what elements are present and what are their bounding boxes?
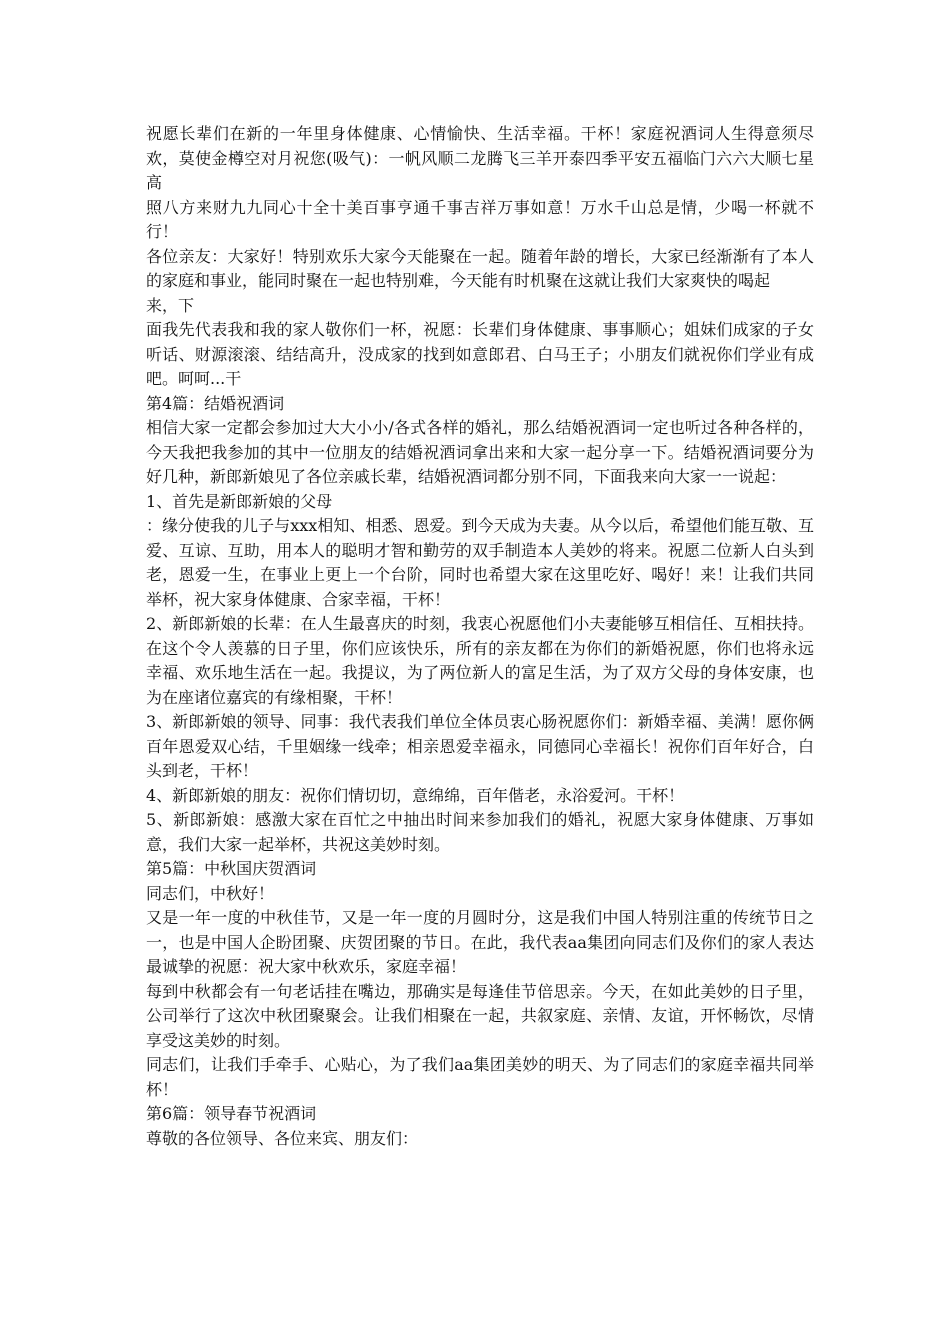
paragraph: 同志们，让我们手牵手、心贴心，为了我们aa集团美妙的明天、为了同志们的家庭幸福共同举杯！ bbox=[146, 1055, 814, 1099]
paragraph: 同志们，中秋好！ bbox=[146, 883, 275, 903]
section-heading: 第4篇：结婚祝酒词 bbox=[146, 393, 285, 413]
document-body bbox=[146, 122, 814, 1151]
paragraph: 尊敬的各位领导、各位来宾、朋友们： bbox=[146, 1128, 419, 1148]
paragraph: 相信大家一定都会参加过大大小小/各式各样的婚礼，那么结婚祝酒词一定也听过各种各样的，今天我把我参加的其中一位朋友的结婚祝酒词拿出来和大家一起分享一下。结婚祝酒词要分为好几种，新郎新娘见了各位亲戚长辈，结婚祝酒词都分别不同，下面我来向大家一一说起： bbox=[146, 418, 814, 486]
paragraph: 来，下 bbox=[146, 295, 195, 315]
paragraph: 各位亲友：大家好！特别欢乐大家今天能聚在一起。随着年龄的增长，大家已经渐渐有了本人的家庭和事业，能同时聚在一起也特别难，今天能有时机聚在这就让我们大家爽快的喝起 bbox=[146, 246, 814, 290]
paragraph: 面我先代表我和我的家人敬你们一杯，祝愿：长辈们身体健康、事事顺心；姐妹们成家的子女听话、财源滚滚、结结高升，没成家的找到如意郎君、白马王子；小朋友们就祝你们学业有成吧。呵呵...干 bbox=[146, 320, 814, 388]
paragraph: 祝愿长辈们在新的一年里身体健康、心情愉快、生活幸福。干杯！家庭祝酒词人生得意须尽欢，莫使金樽空对月祝您(吸气)：一帆风顺二龙腾飞三羊开泰四季平安五福临门六六大顺七星高 bbox=[146, 124, 814, 192]
list-item: 4、新郎新娘的朋友：祝你们情切切，意绵绵，百年偕老，永浴爱河。干杯！ bbox=[146, 785, 685, 805]
list-item: 3、新郎新娘的领导、同事：我代表我们单位全体员衷心肠祝愿你们：新婚幸福、美满！愿你俩百年恩爱双心结，千里姻缘一线牵；相亲恩爱幸福永，同德同心幸福长！祝你们百年好合，白头到老，干杯！ bbox=[146, 712, 814, 780]
section-heading: 第6篇：领导春节祝酒词 bbox=[146, 1104, 317, 1123]
section-heading: 第5篇：中秋国庆贺酒词 bbox=[146, 859, 317, 878]
paragraph: ：缘分使我的儿子与xxx相知、相悉、恩爱。到今天成为夫妻。从今以后，希望他们能互敬、互爱、互谅、互助，用本人的聪明才智和勤劳的双手制造本人美妙的将来。祝愿二位新人白头到老，恩爱一生，在事业上更上一个台阶，同时也希望大家在这里吃好、喝好！来！让我们共同举杯，祝大家身体健康、合家幸福，干杯！ bbox=[146, 516, 814, 609]
paragraph: 照八方来财九九同心十全十美百事亨通千事吉祥万事如意！万水千山总是情，少喝一杯就不行！ bbox=[146, 197, 814, 241]
list-item: 2、新郎新娘的长辈：在人生最喜庆的时刻，我衷心祝愿他们小夫妻能够互相信任、互相扶持。在这个令人羡慕的日子里，你们应该快乐，所有的亲友都在为你们的新婚祝愿，你们也将永远幸福、欢乐地生活在一起。我提议，为了两位新人的富足生活，为了双方父母的身体安康，也为在座诸位嘉宾的有缘相聚，干杯！ bbox=[146, 614, 814, 707]
list-item: 5、新郎新娘：感激大家在百忙之中抽出时间来参加我们的婚礼，祝愿大家身体健康、万事如意，我们大家一起举杯，共祝这美妙时刻。 bbox=[146, 810, 814, 854]
paragraph: 每到中秋都会有一句老话挂在嘴边，那确实是每逢佳节倍思亲。今天，在如此美妙的日子里，公司举行了这次中秋团聚聚会。让我们相聚在一起，共叙家庭、亲情、友谊，开怀畅饮，尽情享受这美妙的时刻。 bbox=[146, 981, 814, 1050]
paragraph: 又是一年一度的中秋佳节，又是一年一度的月圆时分，这是我们中国人特别注重的传统节日之一，也是中国人企盼团聚、庆贺团聚的节日。在此，我代表aa集团向同志们及你们的家人表达最诚挚的祝愿：祝大家中秋欢乐，家庭幸福！ bbox=[146, 908, 814, 976]
list-item: 1、首先是新郎新娘的父母 bbox=[146, 491, 333, 511]
